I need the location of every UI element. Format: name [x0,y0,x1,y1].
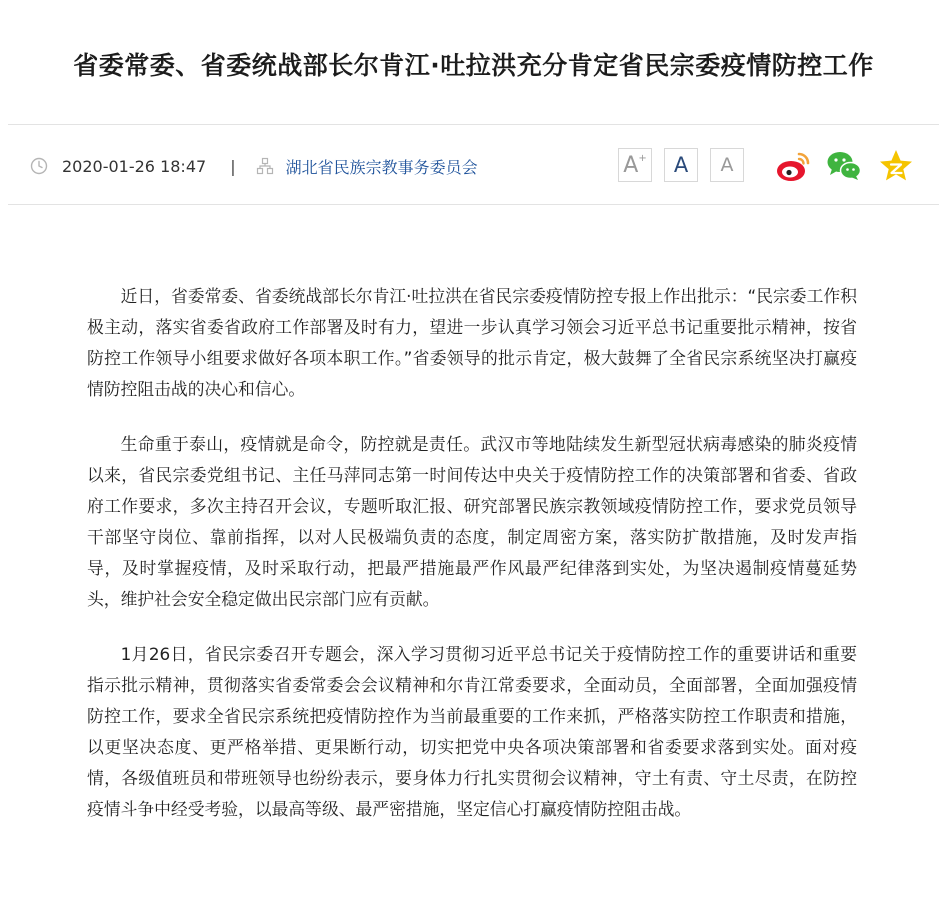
qzone-icon[interactable] [877,148,915,184]
article-meta [30,148,478,184]
source-link[interactable]: 湖北省民族宗教事务委员会 [285,157,478,177]
organization-icon [256,157,274,175]
weibo-icon[interactable] [774,148,812,184]
body-paragraph: 生命重于泰山，疫情就是命令，防控就是责任。武汉市等地陆续发生新型冠状病毒感染的肺炎疫情以来，省民宗委党组书记、主任马萍同志第一时间传达中央关于疫情防控工作的决策部署和省委、省政府工作要求，多次主持召开会议，专题听取汇报、研究部署民族宗教领域疫情防控工作，要求党员领导干部坚守岗位、靠前指挥，以对人民极端负责的态度，制定周密方案，落实防扩散措施，及时发声指导，及时掌握疫情，及时采取行动，把最严措施最严作风最严纪律落到实处，为坚决遏制疫情蔓延势头，维护社会安全稳定做出民宗部门应有贡献。 [87,434,857,609]
clock-icon [30,157,48,175]
article-title: 省委常委、省委统战部长尔肯江·吐拉洪充分肯定省民宗委疫情防控工作 [73,51,874,80]
body-paragraph: 1月26日，省民宗委召开专题会，深入学习贯彻习近平总书记关于疫情防控工作的重要讲话和重要指示批示精神，贯彻落实省委常委会会议精神和尔肯江常委要求，全面动员，全面部署，全面加强疫情防控工作，要求全省民宗系统把疫情防控作为当前最重要的工作来抓，严格落实防控工作职责和措施，以更坚决态度、更严格举措、更果断行动，切实把党中央各项决策部署和省委要求落到实处。面对疫情，各级值班员和带班领导也纷纷表示，要身体力行扎实贯彻会议精神，守土有责、守土尽责，在防控疫情斗争中经受考验，以最高等级、最严密措施，坚定信心打赢疫情防控阻击战。 [87,644,857,819]
font-size-large-button[interactable] [618,148,652,182]
wechat-icon[interactable] [825,148,863,184]
meta-separator: | [230,156,236,176]
font-medium-label: A [673,153,689,177]
meta-divider [8,204,939,205]
article-body [87,281,857,849]
font-size-small-button[interactable] [710,148,744,182]
font-small-label: A [720,154,734,176]
publish-date: 2020-01-26 18:47 [62,156,207,176]
font-large-label: A [623,152,639,178]
font-large-plus: + [638,152,647,164]
body-paragraph: 近日，省委常委、省委统战部长尔肯江·吐拉洪在省民宗委疫情防控专报上作出批示：“民宗委工作积极主动，落实省委省政府工作部署及时有力，望进一步认真学习领会习近平总书记重要批示精神，按省防控工作领导小组要求做好各项本职工作。”省委领导的批示肯定，极大鼓舞了全省民宗系统坚决打赢疫情防控阻击战的决心和信心。 [87,286,857,399]
title-divider [8,124,939,125]
font-size-medium-button[interactable] [664,148,698,182]
